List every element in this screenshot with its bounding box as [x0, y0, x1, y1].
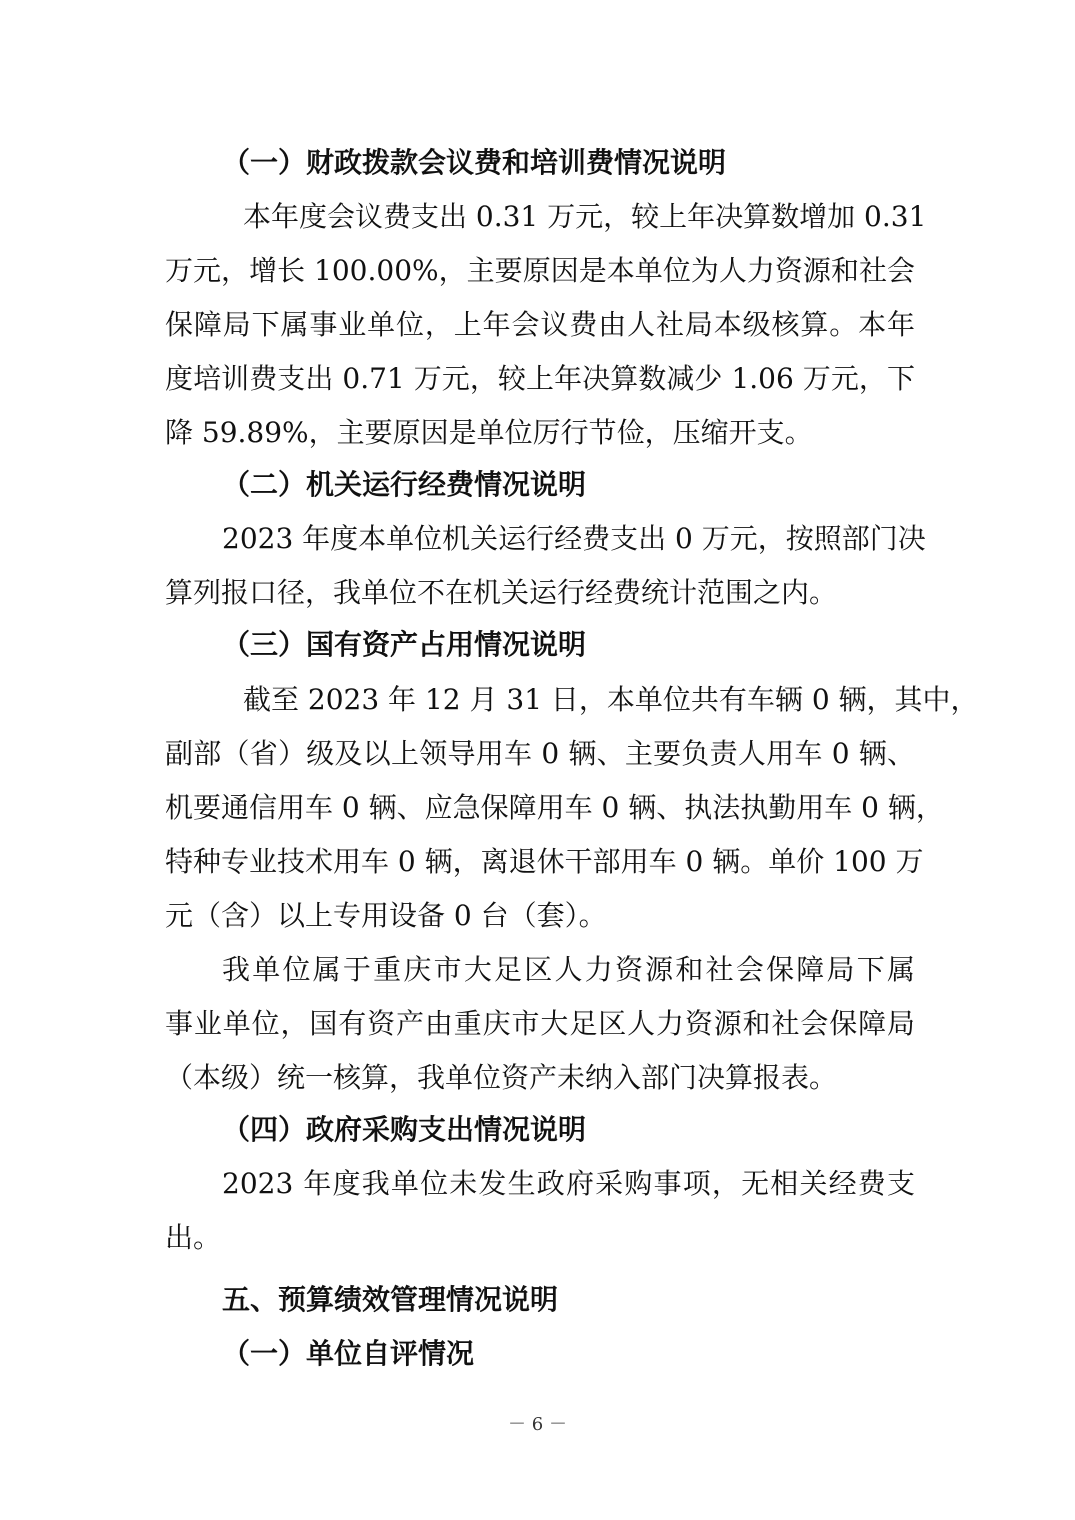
paragraph-line: 度培训费支出 0.71 万元，较上年决算数减少 1.06 万元，下	[165, 362, 915, 395]
page-number: － 6 －	[508, 1414, 567, 1435]
paragraph-line: （本级）统一核算，我单位资产未纳入部门决算报表。	[165, 1061, 838, 1094]
paragraph-line: 副部（省）级及以上领导用车 0 辆、主要负责人用车 0 辆、	[165, 737, 915, 770]
paragraph-line: 事业单位，国有资产由重庆市大足区人力资源和社会保障局	[165, 1007, 915, 1040]
paragraph-line: 截至 2023 年 12 月 31 日，本单位共有车辆 0 辆，其中，	[243, 683, 979, 716]
paragraph-line: 本年度会议费支出 0.31 万元，较上年决算数增加 0.31	[243, 200, 927, 233]
section-heading-operating-expenses: （二）机关运行经费情况说明	[222, 468, 587, 501]
paragraph-line: 我单位属于重庆市大足区人力资源和社会保障局下属	[222, 953, 915, 986]
paragraph-line: 元（含）以上专用设备 0 台（套）。	[165, 899, 607, 932]
paragraph-line: 降 59.89%，主要原因是单位厉行节俭，压缩开支。	[165, 416, 813, 449]
paragraph-line: 2023 年度本单位机关运行经费支出 0 万元，按照部门决	[222, 522, 926, 555]
paragraph-line: 算列报口径，我单位不在机关运行经费统计范围之内。	[165, 576, 838, 609]
section-heading-procurement: （四）政府采购支出情况说明	[222, 1113, 587, 1146]
paragraph-line: 保障局下属事业单位，上年会议费由人社局本级核算。本年	[165, 308, 915, 341]
paragraph-line: 特种专业技术用车 0 辆，离退休干部用车 0 辆。单价 100 万	[165, 845, 924, 878]
paragraph-line: 2023 年度我单位未发生政府采购事项，无相关经费支	[222, 1167, 915, 1200]
section-heading-performance-management: 五、预算绩效管理情况说明	[222, 1283, 559, 1316]
paragraph-line: 出。	[165, 1221, 222, 1254]
section-heading-state-assets: （三）国有资产占用情况说明	[222, 628, 587, 661]
subsection-heading-self-evaluation: （一）单位自评情况	[222, 1337, 475, 1370]
paragraph-line: 机要通信用车 0 辆、应急保障用车 0 辆、执法执勤用车 0 辆，	[165, 791, 944, 824]
paragraph-line: 万元，增长 100.00%，主要原因是本单位为人力资源和社会	[165, 254, 915, 287]
section-heading-meeting-training: （一）财政拨款会议费和培训费情况说明	[222, 146, 727, 179]
